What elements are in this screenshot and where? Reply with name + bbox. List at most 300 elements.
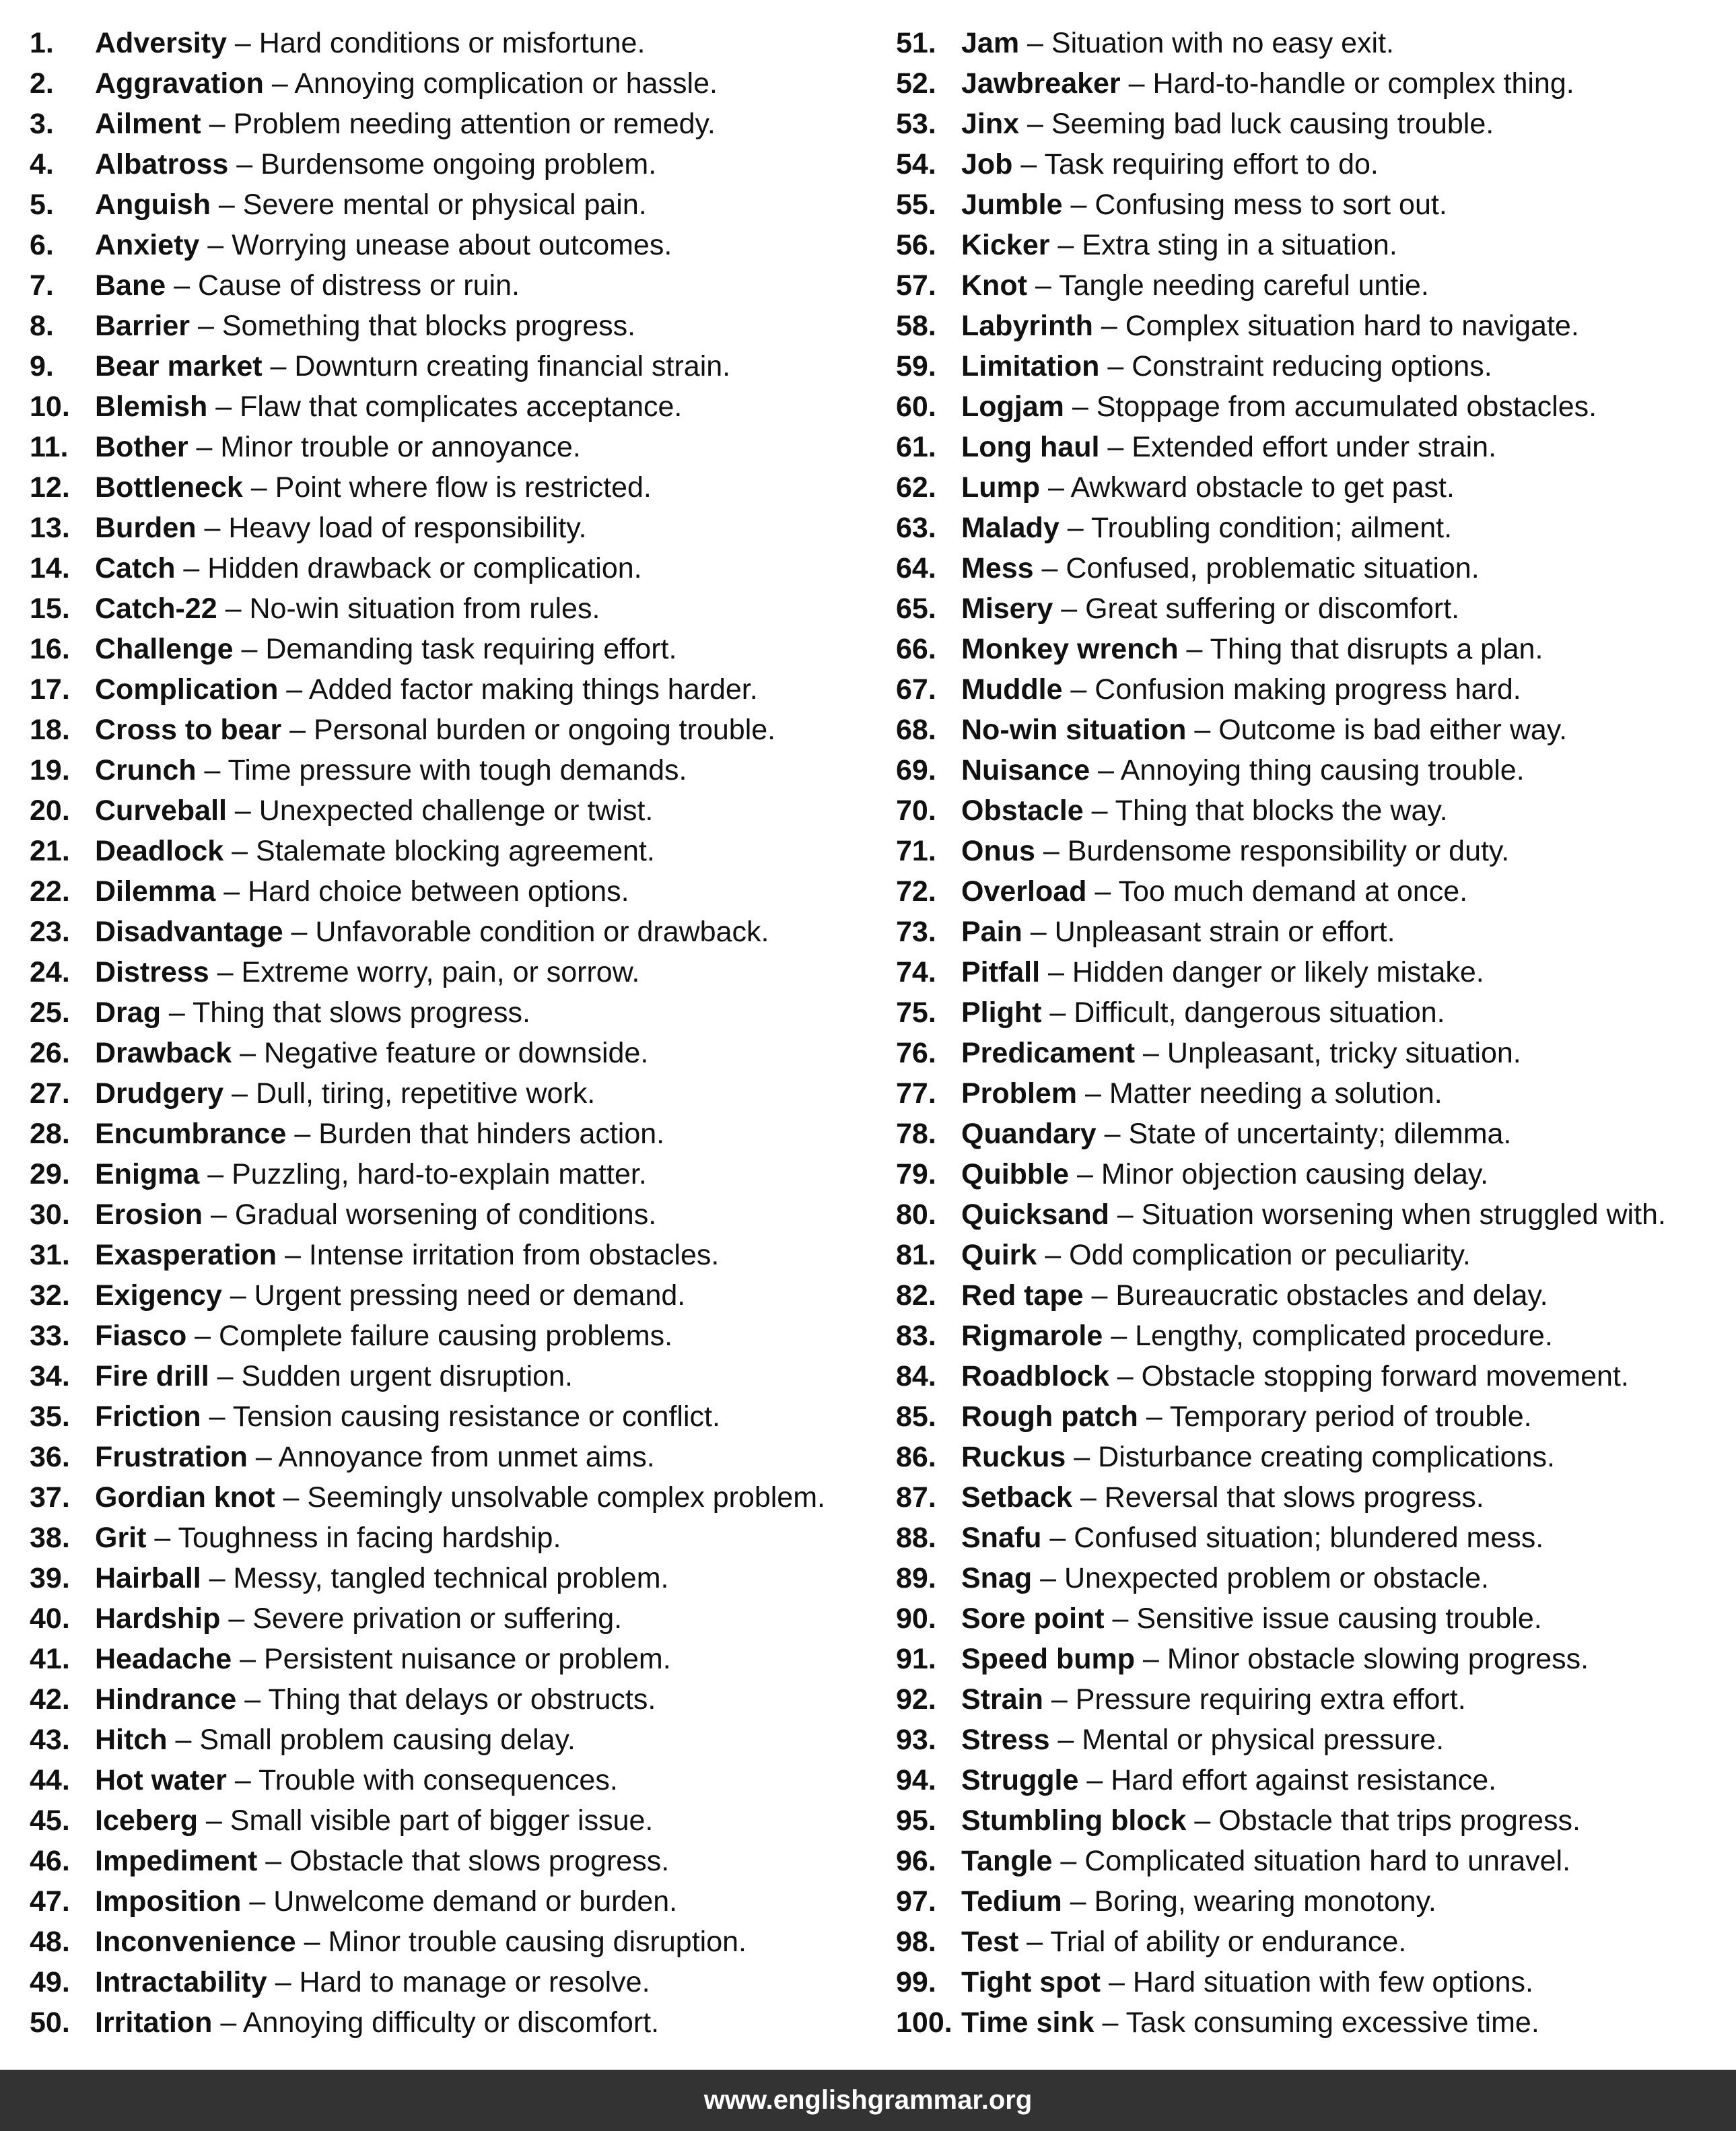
item-separator: – [1022,916,1055,948]
item-number: 47. [30,1885,70,1918]
list-item [896,104,1731,144]
item-definition: Awkward obstacle to get past. [1070,471,1455,504]
item-word: Setback [961,1481,1072,1514]
item-word: Monkey wrench [961,633,1179,665]
item-definition: Minor trouble or annoyance. [220,431,581,463]
item-entry [961,588,1459,629]
item-definition: Unexpected problem or obstacle. [1064,1562,1489,1594]
list-item [896,1962,1731,2002]
item-separator: – [1040,956,1072,988]
item-number: 4. [30,148,54,180]
item-entry [95,952,639,992]
item-definition: Persistent nuisance or problem. [263,1643,671,1675]
list-item [30,1679,871,1720]
list-item [30,23,871,63]
item-separator: – [275,1481,308,1514]
item-word: Crunch [95,754,197,786]
item-separator: – [212,2006,243,2039]
item-word: Inconvenience [95,1926,296,1958]
item-definition: Boring, wearing monotony. [1094,1885,1436,1918]
item-definition: Hidden drawback or complication. [207,552,642,584]
item-entry [95,790,653,831]
list-item [30,710,871,750]
list-item [30,588,871,629]
item-entry [95,1841,669,1881]
item-separator: – [1040,471,1071,504]
item-definition: Negative feature or downside. [263,1037,649,1069]
list-item [30,427,871,467]
item-word: Friction [95,1400,201,1433]
item-word: Jinx [961,108,1020,140]
item-entry [961,1558,1489,1598]
item-separator: – [1083,794,1115,827]
item-definition: Hard to manage or resolve. [299,1966,650,1998]
item-definition: Annoying difficulty or discomfort. [242,2006,660,2039]
item-entry [961,427,1496,467]
item-word: Mess [961,552,1034,584]
item-word: Tangle [961,1845,1053,1877]
list-item [896,427,1731,467]
item-entry [961,952,1484,992]
item-word: Impediment [95,1845,258,1877]
item-separator: – [1037,1239,1070,1271]
list-item [30,1760,871,1800]
item-entry [95,2002,659,2043]
item-entry [961,1437,1555,1477]
item-entry [95,1194,656,1235]
list-item [896,1437,1731,1477]
item-definition: Extra sting in a situation. [1082,229,1397,261]
item-definition: Toughness in facing hardship. [178,1522,561,1554]
list-item [30,346,871,386]
item-word: Long haul [961,431,1100,463]
list-item [896,1316,1731,1356]
list-item [896,184,1731,225]
item-definition: Task requiring effort to do. [1044,148,1379,180]
list-item [30,184,871,225]
item-separator: – [267,1966,300,1998]
list-item [30,1841,871,1881]
item-entry [95,912,769,952]
item-definition: Personal burden or ongoing trouble. [314,714,776,746]
item-number: 78. [896,1118,936,1150]
item-definition: Obstacle that slows progress. [289,1845,670,1877]
list-item [30,1558,871,1598]
item-word: Blemish [95,391,208,423]
item-definition: Burdensome ongoing problem. [261,148,657,180]
item-separator: – [228,148,261,180]
item-number: 45. [30,1804,70,1837]
item-word: Albatross [95,148,229,180]
item-definition: Difficult, dangerous situation. [1074,996,1445,1029]
item-entry [95,1114,664,1154]
website-url: www.englishgrammar.org [703,2085,1033,2115]
item-definition: Minor obstacle slowing progress. [1167,1643,1589,1675]
item-entry [95,710,775,750]
item-separator: – [247,1441,279,1473]
list-item [896,1114,1731,1154]
item-separator: – [201,1562,234,1594]
item-entry [961,1800,1581,1841]
item-entry [95,1235,719,1275]
item-separator: – [167,1724,200,1756]
item-number: 40. [30,1602,70,1635]
list-item [896,1800,1731,1841]
list-item [30,1639,871,1679]
item-word: Test [961,1926,1019,1958]
item-word: Quirk [961,1239,1037,1271]
item-separator: – [1066,1441,1099,1473]
item-number: 63. [896,512,936,544]
item-entry [95,1477,825,1518]
item-number: 89. [896,1562,936,1594]
item-entry [95,1316,672,1356]
item-word: Knot [961,269,1027,302]
list-item [30,1235,871,1275]
list-item [896,1881,1731,1922]
item-separator: – [232,1643,264,1675]
item-definition: Hard-to-handle or complex thing. [1152,67,1574,100]
list-item [30,831,871,871]
list-item [896,2002,1731,2043]
item-entry [961,1922,1406,1962]
item-word: Bother [95,431,188,463]
item-separator: – [1043,1683,1076,1716]
list-item [30,871,871,912]
item-number: 97. [896,1885,936,1918]
item-word: Red tape [961,1279,1084,1312]
item-definition: Added factor making things harder. [308,673,758,706]
item-definition: Stalemate blocking agreement. [256,835,655,867]
item-entry [95,1881,677,1922]
item-number: 2. [30,67,54,100]
item-word: Quibble [961,1158,1070,1190]
list-item [30,1800,871,1841]
item-definition: Sensitive issue causing trouble. [1136,1602,1542,1635]
list-item [30,1437,871,1477]
item-separator: – [190,310,222,342]
item-number: 15. [30,593,70,625]
item-word: Fiasco [95,1320,187,1352]
list-item [896,1073,1731,1114]
item-number: 71. [896,835,936,867]
list-item [896,23,1731,63]
item-separator: – [1077,1077,1109,1110]
item-definition: Thing that blocks the way. [1115,794,1448,827]
item-definition: Seeming bad luck causing trouble. [1051,108,1494,140]
item-entry [961,1356,1629,1396]
item-definition: Too much demand at once. [1118,875,1468,908]
item-word: Anguish [95,189,211,221]
item-entry [961,1962,1533,2002]
item-number: 17. [30,673,70,706]
item-definition: Annoyance from unmet aims. [278,1441,655,1473]
item-number: 85. [896,1400,936,1433]
item-definition: Temporary period of trouble. [1169,1400,1532,1433]
item-number: 31. [30,1239,70,1271]
item-number: 81. [896,1239,936,1271]
item-word: Imposition [95,1885,242,1918]
item-entry [961,1841,1570,1881]
item-word: Encumbrance [95,1118,287,1150]
item-word: Tight spot [961,1966,1101,1998]
item-word: Job [961,148,1013,180]
item-word: Erosion [95,1198,203,1231]
list-item [30,63,871,104]
item-word: Pain [961,916,1022,948]
item-definition: Worrying unease about outcomes. [232,229,672,261]
list-item [896,790,1731,831]
item-word: Drawback [95,1037,232,1069]
item-number: 77. [896,1077,936,1110]
item-number: 7. [30,269,54,302]
item-number: 19. [30,754,70,786]
item-word: Snag [961,1562,1033,1594]
item-number: 8. [30,310,54,342]
item-word: Enigma [95,1158,200,1190]
item-number: 62. [896,471,936,504]
item-separator: – [201,108,234,140]
item-number: 36. [30,1441,70,1473]
item-definition: Hidden danger or likely mistake. [1072,956,1484,988]
item-definition: Thing that delays or obstructs. [268,1683,656,1716]
item-number: 75. [896,996,936,1029]
list-item [896,1841,1731,1881]
item-entry [961,1477,1484,1518]
item-entry [95,750,687,790]
item-definition: Something that blocks progress. [221,310,636,342]
item-word: Drudgery [95,1077,224,1110]
item-number: 10. [30,391,70,423]
item-word: Jam [961,27,1020,59]
item-definition: Complete failure causing problems. [219,1320,673,1352]
item-entry [95,1396,720,1437]
list-item [896,386,1731,427]
item-separator: – [1099,350,1132,382]
item-separator: – [1032,1562,1064,1594]
item-entry [95,1962,650,2002]
item-number: 69. [896,754,936,786]
item-separator: – [1135,1037,1167,1069]
item-word: Intractability [95,1966,267,1998]
item-word: Adversity [95,27,227,59]
item-definition: Complex situation hard to navigate. [1125,310,1579,342]
item-definition: Dull, tiring, repetitive work. [255,1077,596,1110]
item-entry [95,508,587,548]
list-item [896,144,1731,184]
item-separator: – [1096,1118,1129,1150]
item-entry [961,1235,1471,1275]
item-separator: – [1186,714,1219,746]
item-separator: – [1135,1643,1167,1675]
item-definition: Annoying complication or hassle. [294,67,718,100]
item-definition: Confused, problematic situation. [1066,552,1480,584]
item-definition: Unwelcome demand or burden. [273,1885,678,1918]
item-separator: – [257,1845,290,1877]
item-separator: – [1092,310,1125,342]
item-number: 20. [30,794,70,827]
item-word: Challenge [95,633,234,665]
item-definition: Obstacle that trips progress. [1218,1804,1581,1837]
item-definition: Task consuming excessive time. [1125,2006,1539,2039]
list-item [30,912,871,952]
item-definition: Matter needing a solution. [1109,1077,1443,1110]
item-entry [961,1033,1521,1073]
item-number: 30. [30,1198,70,1231]
item-number: 28. [30,1118,70,1150]
item-entry [95,1275,685,1316]
item-separator: – [226,1764,258,1796]
item-word: Stumbling block [961,1804,1187,1837]
item-definition: State of uncertainty; dilemma. [1128,1118,1512,1150]
list-item [896,1396,1731,1437]
item-word: Drag [95,996,161,1029]
item-word: Iceberg [95,1804,198,1837]
item-entry [961,1316,1553,1356]
list-item [30,750,871,790]
item-definition: Disturbance creating complications. [1098,1441,1555,1473]
item-definition: Confusing mess to sort out. [1095,189,1447,221]
item-definition: Confused situation; blundered mess. [1074,1522,1544,1554]
item-word: Jumble [961,189,1063,221]
item-number: 96. [896,1845,936,1877]
item-separator: – [236,1683,269,1716]
item-separator: – [1019,27,1051,59]
item-number: 50. [30,2006,70,2039]
item-word: Cross to bear [95,714,282,746]
item-separator: – [1104,1602,1137,1635]
item-definition: Hard effort against resistance. [1111,1764,1497,1796]
item-definition: Outcome is bad either way. [1218,714,1568,746]
item-number: 46. [30,1845,70,1877]
item-word: Irritation [95,2006,213,2039]
item-separator: – [296,1926,328,1958]
word-list-right-column [896,23,1731,2043]
item-entry [95,871,629,912]
item-word: Headache [95,1643,232,1675]
item-number: 61. [896,431,936,463]
item-number: 3. [30,108,54,140]
item-number: 26. [30,1037,70,1069]
item-word: Dilemma [95,875,216,908]
list-item [30,1275,871,1316]
item-word: Exasperation [95,1239,277,1271]
item-definition: Minor trouble causing disruption. [328,1926,747,1958]
item-separator: – [186,1320,219,1352]
item-number: 22. [30,875,70,908]
item-word: Overload [961,875,1087,908]
item-definition: Sudden urgent disruption. [241,1360,573,1392]
item-entry [95,1033,648,1073]
item-number: 57. [896,269,936,302]
list-item [896,1518,1731,1558]
item-separator: – [199,229,232,261]
item-entry [95,467,652,508]
item-word: Logjam [961,391,1064,423]
item-word: Jawbreaker [961,67,1121,100]
item-separator: – [1059,512,1091,544]
item-separator: – [262,350,295,382]
item-separator: – [1012,148,1045,180]
item-number: 80. [896,1198,936,1231]
list-item [896,871,1731,912]
item-entry [961,1275,1548,1316]
item-entry [95,1639,671,1679]
item-entry [961,104,1494,144]
item-number: 59. [896,350,936,382]
item-number: 84. [896,1360,936,1392]
item-separator: – [1078,1764,1111,1796]
item-word: Curveball [95,794,227,827]
item-number: 64. [896,552,936,584]
item-number: 67. [896,673,936,706]
item-separator: – [175,552,208,584]
item-word: Catch [95,552,176,584]
item-entry [95,63,718,104]
item-definition: Tension causing resistance or conflict. [232,1400,720,1433]
list-item [30,1033,871,1073]
item-definition: Extreme worry, pain, or sorrow. [241,956,640,988]
list-item [896,669,1731,710]
item-number: 33. [30,1320,70,1352]
item-definition: Puzzling, hard-to-explain matter. [232,1158,647,1190]
item-entry [95,1800,653,1841]
item-entry [961,912,1395,952]
item-word: Stress [961,1724,1050,1756]
item-entry [961,63,1574,104]
item-entry [95,548,642,588]
item-word: Aggravation [95,67,264,100]
list-item [30,992,871,1033]
item-word: Complication [95,673,279,706]
item-word: Hardship [95,1602,221,1635]
list-item [30,669,871,710]
item-word: Barrier [95,310,190,342]
item-separator: – [277,1239,309,1271]
item-word: Limitation [961,350,1100,382]
item-entry [961,1073,1443,1114]
item-number: 38. [30,1522,70,1554]
item-word: Burden [95,512,197,544]
item-definition: Situation with no easy exit. [1051,27,1395,59]
item-entry [961,23,1394,63]
item-number: 88. [896,1522,936,1554]
item-number: 58. [896,310,936,342]
item-word: Speed bump [961,1643,1136,1675]
item-separator: – [1062,1885,1095,1918]
item-entry [95,104,716,144]
item-entry [95,1154,647,1194]
item-definition: Seemingly unsolvable complex problem. [307,1481,825,1514]
item-entry [961,1598,1542,1639]
item-entry [961,1679,1466,1720]
item-separator: – [1186,1804,1219,1837]
list-item [896,548,1731,588]
item-number: 23. [30,916,70,948]
item-number: 56. [896,229,936,261]
item-separator: – [196,754,228,786]
item-separator: – [1109,1198,1142,1231]
item-number: 70. [896,794,936,827]
item-definition: Unpleasant, tricky situation. [1167,1037,1521,1069]
item-word: No-win situation [961,714,1187,746]
list-item [30,508,871,548]
item-word: Strain [961,1683,1043,1716]
list-item [896,1033,1731,1073]
item-separator: – [1018,1926,1051,1958]
item-definition: Cause of distress or ruin. [197,269,520,302]
item-number: 68. [896,714,936,746]
